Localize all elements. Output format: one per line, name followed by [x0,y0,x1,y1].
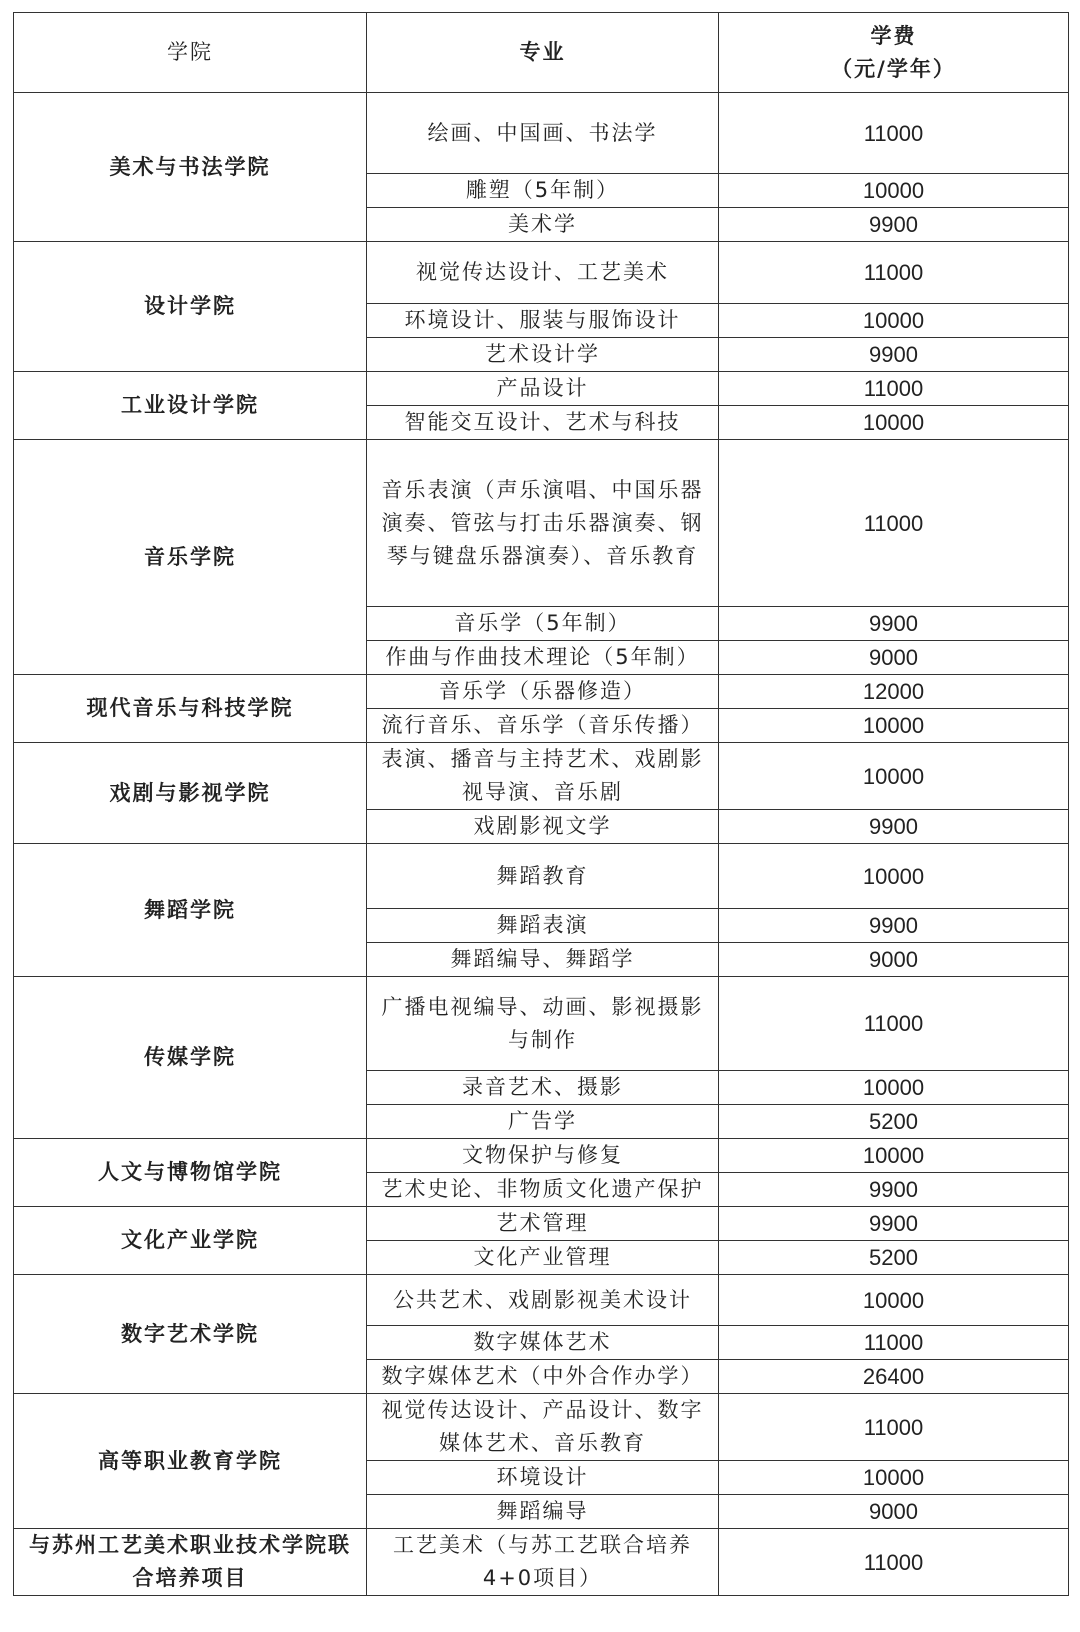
major-cell: 艺术管理 [367,1207,719,1241]
college-cell: 设计学院 [14,242,367,372]
major-cell: 音乐表演（声乐演唱、中国乐器演奏、管弦与打击乐器演奏、钢琴与键盘乐器演奏）、音乐教育 [367,440,719,607]
major-cell: 戏剧影视文学 [367,810,719,844]
fee-cell: 10000 [719,1461,1069,1495]
fee-cell: 9900 [719,810,1069,844]
table-row [14,93,1069,174]
header-college: 学院 [14,13,367,93]
header-row [14,13,1069,93]
fee-cell: 10000 [719,709,1069,743]
major-cell: 音乐学（乐器修造） [367,675,719,709]
college-cell: 舞蹈学院 [14,844,367,977]
major-cell: 美术学 [367,208,719,242]
table-row [14,1394,1069,1461]
fee-cell: 10000 [719,743,1069,810]
table-row [14,977,1069,1071]
table-row [14,675,1069,709]
fee-cell: 10000 [719,174,1069,208]
fee-cell: 10000 [719,304,1069,338]
tuition-table [13,12,1069,1596]
college-cell: 传媒学院 [14,977,367,1139]
table-row [14,1275,1069,1326]
major-cell: 文物保护与修复 [367,1139,719,1173]
fee-cell: 11000 [719,242,1069,304]
fee-cell: 9900 [719,208,1069,242]
major-cell: 环境设计、服装与服饰设计 [367,304,719,338]
college-cell: 现代音乐与科技学院 [14,675,367,743]
major-cell: 广告学 [367,1105,719,1139]
major-cell: 舞蹈编导、舞蹈学 [367,943,719,977]
table-row [14,372,1069,406]
fee-cell: 10000 [719,1139,1069,1173]
table-row [14,844,1069,909]
major-cell: 舞蹈编导 [367,1495,719,1529]
fee-cell: 9900 [719,338,1069,372]
table-row [14,242,1069,304]
college-cell: 人文与博物馆学院 [14,1139,367,1207]
major-cell: 工艺美术（与苏工艺联合培养4+0项目） [367,1529,719,1596]
college-cell: 数字艺术学院 [14,1275,367,1394]
table-row [14,1139,1069,1173]
major-cell: 视觉传达设计、产品设计、数字媒体艺术、音乐教育 [367,1394,719,1461]
college-cell: 文化产业学院 [14,1207,367,1275]
major-cell: 舞蹈表演 [367,909,719,943]
major-cell: 作曲与作曲技术理论（5年制） [367,641,719,675]
major-cell: 音乐学（5年制） [367,607,719,641]
fee-cell: 5200 [719,1241,1069,1275]
major-cell: 流行音乐、音乐学（音乐传播） [367,709,719,743]
fee-cell: 9900 [719,607,1069,641]
major-cell: 表演、播音与主持艺术、戏剧影视导演、音乐剧 [367,743,719,810]
college-cell: 音乐学院 [14,440,367,675]
table-row [14,1207,1069,1241]
major-cell: 文化产业管理 [367,1241,719,1275]
major-cell: 艺术史论、非物质文化遗产保护 [367,1173,719,1207]
major-cell: 数字媒体艺术（中外合作办学） [367,1360,719,1394]
fee-cell: 9900 [719,1207,1069,1241]
header-fee-line2: （元/学年） [831,56,956,81]
header-fee [719,13,1069,93]
major-cell: 环境设计 [367,1461,719,1495]
fee-cell: 9900 [719,1173,1069,1207]
table-row [14,440,1069,607]
college-cell: 戏剧与影视学院 [14,743,367,844]
fee-cell: 11000 [719,977,1069,1071]
major-cell: 数字媒体艺术 [367,1326,719,1360]
fee-cell: 26400 [719,1360,1069,1394]
fee-cell: 11000 [719,372,1069,406]
table-row [14,1529,1069,1596]
fee-cell: 10000 [719,1071,1069,1105]
fee-cell: 9000 [719,1495,1069,1529]
major-cell: 广播电视编导、动画、影视摄影与制作 [367,977,719,1071]
fee-cell: 10000 [719,844,1069,909]
fee-cell: 11000 [719,1394,1069,1461]
fee-cell: 9000 [719,943,1069,977]
major-cell: 绘画、中国画、书法学 [367,93,719,174]
college-cell: 与苏州工艺美术职业技术学院联合培养项目 [14,1529,367,1596]
college-cell: 美术与书法学院 [14,93,367,242]
table-body [14,93,1069,1596]
fee-cell: 5200 [719,1105,1069,1139]
major-cell: 艺术设计学 [367,338,719,372]
college-cell: 工业设计学院 [14,372,367,440]
fee-cell: 11000 [719,1326,1069,1360]
header-major: 专业 [367,13,719,93]
major-cell: 视觉传达设计、工艺美术 [367,242,719,304]
fee-cell: 10000 [719,406,1069,440]
major-cell: 公共艺术、戏剧影视美术设计 [367,1275,719,1326]
college-cell: 高等职业教育学院 [14,1394,367,1529]
major-cell: 雕塑（5年制） [367,174,719,208]
fee-cell: 11000 [719,440,1069,607]
fee-cell: 9000 [719,641,1069,675]
fee-cell: 11000 [719,93,1069,174]
major-cell: 产品设计 [367,372,719,406]
major-cell: 录音艺术、摄影 [367,1071,719,1105]
header-fee-line1: 学费 [870,23,917,48]
fee-cell: 9900 [719,909,1069,943]
fee-cell: 10000 [719,1275,1069,1326]
table-row [14,743,1069,810]
major-cell: 智能交互设计、艺术与科技 [367,406,719,440]
major-cell: 舞蹈教育 [367,844,719,909]
fee-cell: 12000 [719,675,1069,709]
fee-cell: 11000 [719,1529,1069,1596]
